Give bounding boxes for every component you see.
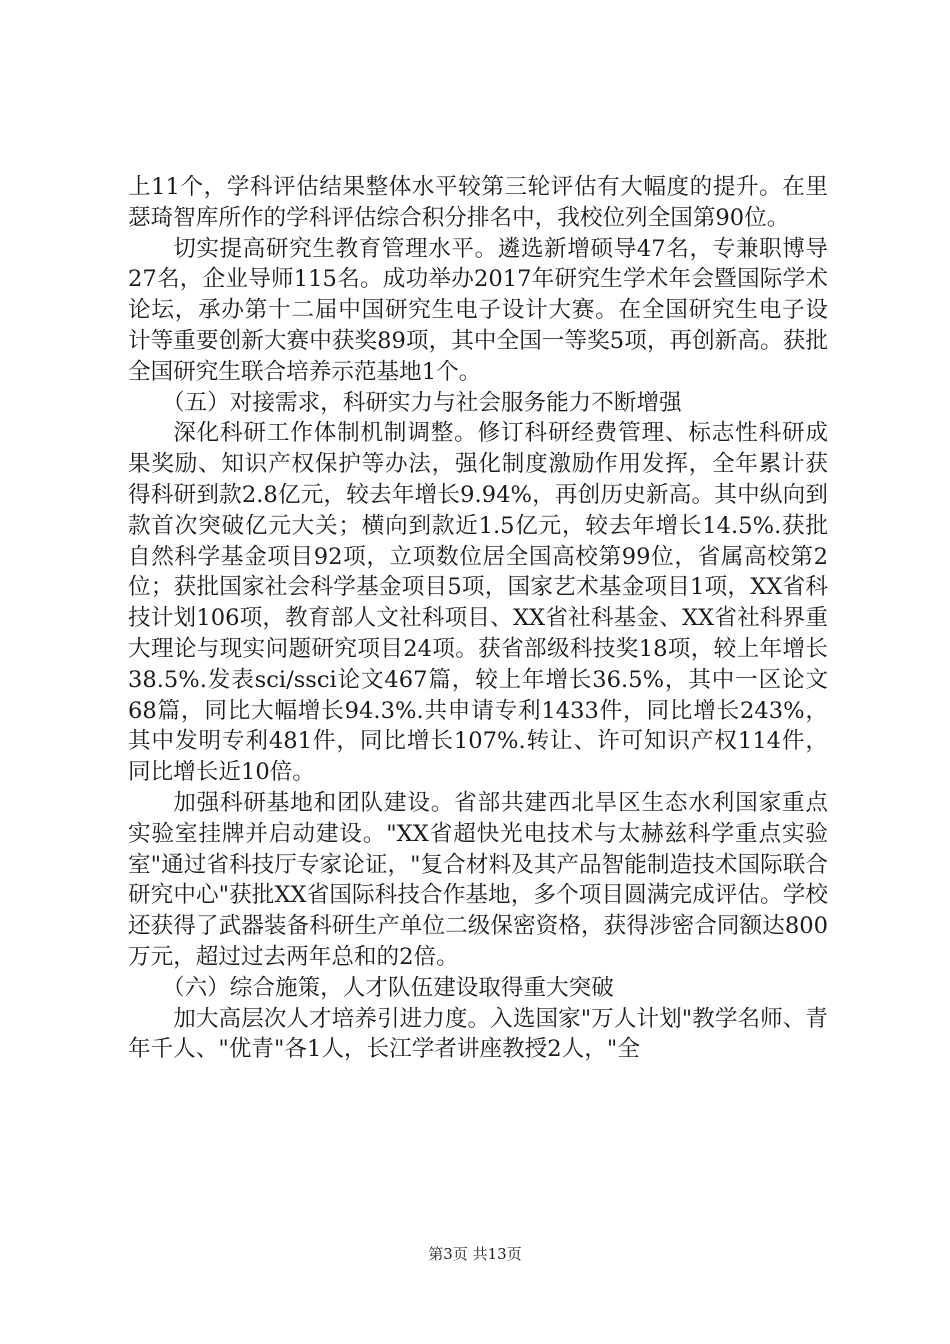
- paragraph-continuation: 上11个，学科评估结果整体水平较第三轮评估有大幅度的提升。在里瑟琦智库所作的学科评估综合积分排名中，我校位列全国第90位。: [128, 174, 828, 231]
- paragraph-research-reform: 深化科研工作体制机制调整。修订科研经费管理、标志性科研成果奖励、知识产权保护等办法，强化制度激励作用发挥，全年累计获得科研到款2.8亿元，较去年增长9.94%，再创历史新高。其中纵向到款首次突破亿元大关；横向到款近1.5亿元，较去年增长14.5%.获批自然科学基金项目92项，立项数位居全国高校第99位，省属高校第2位；获批国家社会科学基金项目5项，国家艺术基金项目1项，XX省科技计划106项，教育部人文社科项目、XX省社科基金、XX省社科界重大理论与现实问题研究项目24项。获省部级科技奖18项，较上年增长38.5%.发表sci/ssci论文467篇，较上年增长36.5%，其中一区论文68篇，同比大幅增长94.3%.共申请专利1433件，同比增长243%，其中发明专利481件，同比增长107%.转让、许可知识产权114件，同比增长近10倍。: [128, 420, 828, 786]
- section-heading-five: （五）对接需求，科研实力与社会服务能力不断增强: [162, 389, 682, 416]
- paragraph-talent-recruitment: 加大高层次人才培养引进力度。入选国家"万人计划"教学名师、青年千人、"优青"各1人，长江学者讲座教授2人，"全: [128, 1005, 828, 1063]
- page-number: 第3页 共13页: [428, 1245, 522, 1263]
- section-heading-six: （六）综合施策，人才队伍建设取得重大突破: [162, 974, 614, 1001]
- paragraph-graduate-education: 切实提高研究生教育管理水平。遴选新增硕导47名，专兼职博导27名，企业导师115名。成功举办2017年研究生学术年会暨国际学术论坛，承办第十二届中国研究生电子设计大赛。在全国研究生电子设计等重要创新大赛中获奖89项，其中全国一等奖5项，再创新高。获批全国研究生联合培养示范基地1个。: [128, 235, 828, 385]
- paragraph-research-bases: 加强科研基地和团队建设。省部共建西北旱区生态水利国家重点实验室挂牌并启动建设。"XX省超快光电技术与太赫兹科学重点实验室"通过省科技厅专家论证，"复合材料及其产品智能制造技术国际联合研究中心"获批XX省国际科技合作基地，多个项目圆满完成评估。学校还获得了武器装备科研生产单位二级保密资格，获得涉密合同额达800万元，超过过去两年总和的2倍。: [128, 789, 828, 970]
- document-body: [128, 172, 828, 1065]
- page-footer: [0, 1244, 950, 1264]
